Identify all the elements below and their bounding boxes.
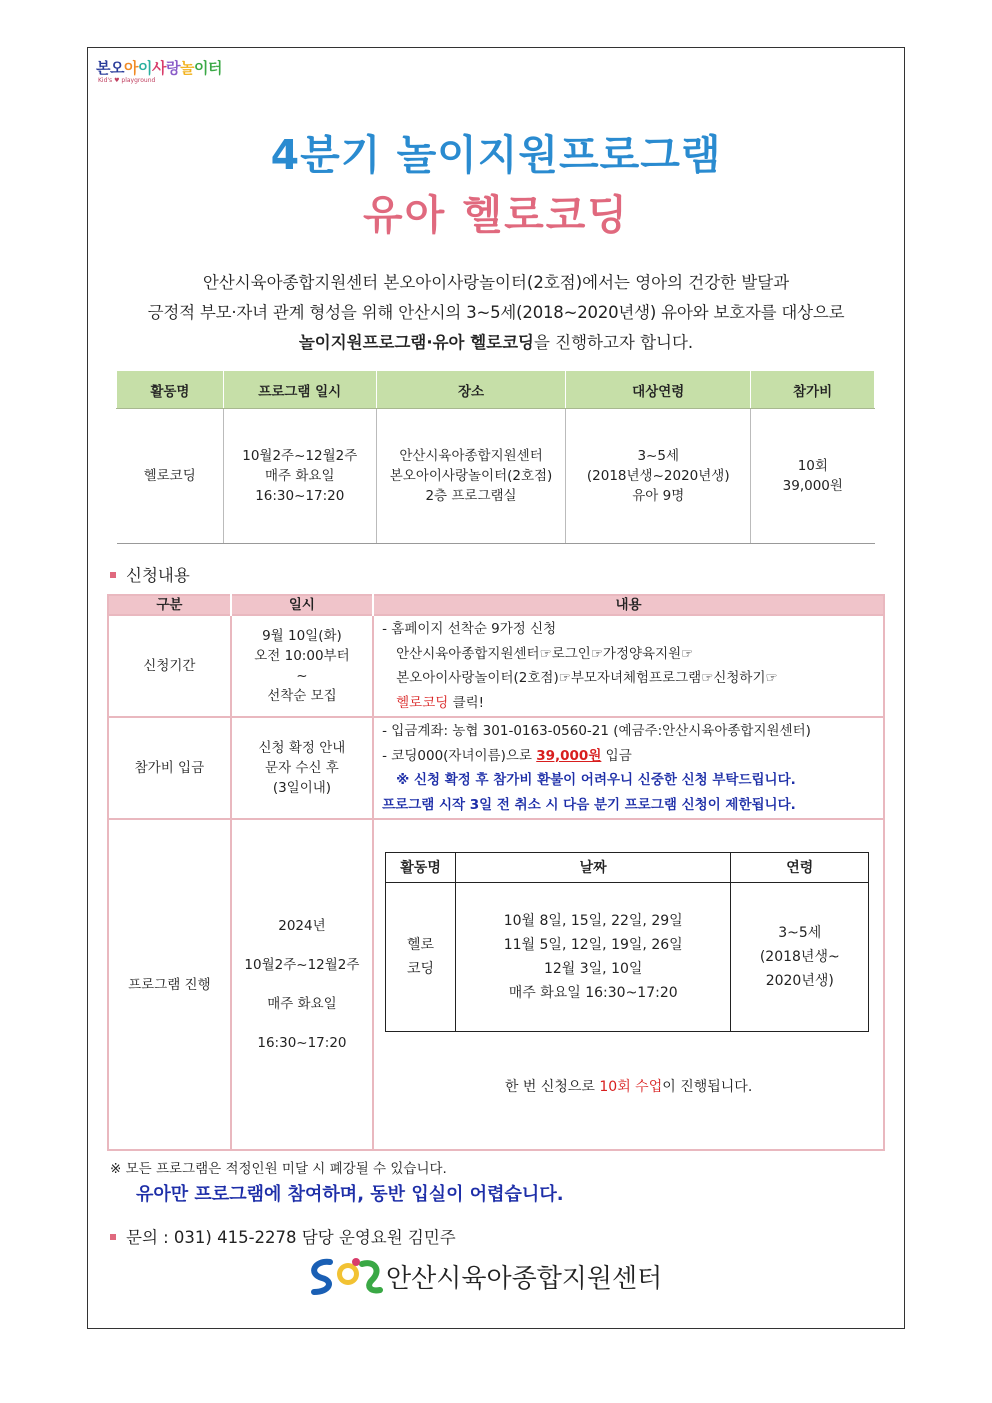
date-line: ~ — [296, 668, 308, 684]
place-line: 안산시육아종합지원센터 — [399, 448, 543, 464]
fee-line: 39,000원 — [782, 478, 843, 494]
bullet-square-icon — [110, 1234, 116, 1240]
row-label: 신청기간 — [108, 615, 231, 717]
contact-text: 문의 : 031) 415-2278 담당 운영요원 김민주 — [126, 1228, 456, 1247]
place-cell — [376, 409, 566, 544]
date-line: 선착순 모집 — [267, 688, 337, 704]
place-line: 본오아이사랑놀이터(2호점) — [389, 468, 553, 484]
inner-dates — [455, 883, 730, 1032]
age-line: 유아 9명 — [632, 488, 685, 504]
header-date: 일시 — [231, 595, 373, 615]
content-line: 본오아이사랑놀이터(2호점)☞부모자녀체험프로그램☞신청하기☞ — [396, 670, 778, 686]
logo-subtitle: Kid's ♥ playground — [98, 77, 156, 84]
header-logo — [96, 59, 266, 93]
inner-date-line: 12월 3일, 10일 — [543, 961, 643, 977]
logo-name: 본오아이사랑놀이터 — [96, 59, 222, 77]
deposit-pre: - 코딩000(자녀이름)으로 — [382, 747, 537, 764]
deposit-post: 입금 — [601, 747, 632, 764]
inner-age-line: 3~5세 — [778, 925, 822, 941]
schedule-line: 10월2주~12월2주 — [242, 448, 358, 464]
fee-cell — [751, 409, 875, 544]
age-line: 3~5세 — [637, 448, 679, 464]
date-line: (3일이내) — [272, 780, 332, 796]
date-line: 오전 10:00부터 — [254, 648, 350, 664]
header-schedule: 프로그램 일시 — [223, 371, 376, 409]
detail-table — [107, 594, 885, 1151]
summary-sessions: 10회 수업 — [599, 1079, 663, 1095]
row-content — [373, 615, 884, 717]
intro-paragraph — [100, 268, 892, 358]
row-label: 참가비 입금 — [108, 717, 231, 819]
summary-table — [116, 371, 875, 544]
content-line: - 홈페이지 선착순 9가정 신청 — [382, 621, 557, 637]
date-line: 10월2주~12월2주 — [244, 956, 360, 973]
table-row — [108, 819, 884, 1150]
age-line: (2018년생~2020년생) — [586, 468, 730, 484]
account-line: - 입금계좌: 농협 301-0163-0560-21 (예금주:안산시육아종합지원센터) — [382, 723, 811, 739]
content-line — [382, 691, 882, 716]
row-date — [231, 615, 373, 717]
inner-header-row — [386, 853, 869, 883]
attendance-note: 유아만 프로그램에 참여하며, 동반 입실이 어렵습니다. — [136, 1184, 564, 1205]
fee-line: 10회 — [797, 458, 828, 474]
date-line: 16:30~17:20 — [257, 1034, 347, 1051]
schedule-line: 16:30~17:20 — [255, 488, 345, 504]
footer-org-name: 안산시육아종합지원센터 — [386, 1264, 663, 1294]
date-line: 신청 확정 안내 — [258, 740, 346, 756]
date-line: 매주 화요일 — [267, 995, 337, 1012]
header-content: 내용 — [373, 595, 884, 615]
inner-activity-line: 헬로 — [407, 937, 435, 953]
row-content — [373, 717, 884, 819]
inner-header-age: 연령 — [731, 853, 869, 883]
summary-row — [117, 409, 875, 544]
row-date — [231, 717, 373, 819]
content-line: 안산시육아종합지원센터☞로그인☞가정양육지원☞ — [396, 645, 694, 662]
header-category: 구분 — [108, 595, 231, 615]
inner-date-line: 10월 8일, 15일, 22일, 29일 — [503, 913, 683, 929]
date-line: 2024년 — [278, 917, 326, 934]
date-line: 9월 10일(화) — [262, 628, 342, 644]
deposit-amount: 39,000원 — [536, 747, 602, 764]
inner-row — [386, 883, 869, 1032]
inner-activity — [386, 883, 456, 1032]
summary-pre: 한 번 신청으로 — [504, 1079, 600, 1095]
closure-note: ※ 모든 프로그램은 적정인원 미달 시 폐강될 수 있습니다. — [110, 1161, 447, 1177]
intro-line-1: 안산시육아종합지원센터 본오아이사랑놀이터(2호점)에서는 영아의 건강한 발달과 — [202, 273, 790, 292]
deposit-line — [382, 744, 882, 769]
row-date — [231, 819, 373, 1150]
link-suffix: 클릭! — [448, 694, 485, 711]
inner-age-line: (2018년생~ — [759, 949, 840, 965]
date-line: 문자 수신 후 — [265, 760, 339, 776]
header-age: 대상연령 — [566, 371, 751, 409]
schedule-line: 매주 화요일 — [265, 468, 335, 484]
header-fee: 참가비 — [751, 371, 875, 409]
schedule-cell — [223, 409, 376, 544]
place-line: 2층 프로그램실 — [425, 488, 517, 504]
inner-date-line: 매주 화요일 16:30~17:20 — [508, 985, 678, 1001]
inner-header-activity: 활동명 — [386, 853, 456, 883]
header-place: 장소 — [376, 371, 566, 409]
table-row — [108, 717, 884, 819]
detail-header-row — [108, 595, 884, 615]
inner-header-date: 날짜 — [455, 853, 730, 883]
refund-warning: ※ 신청 확정 후 참가비 환불이 어려우니 신중한 신청 부탁드립니다. — [396, 772, 796, 788]
schedule-inner-table — [385, 852, 869, 1032]
inner-date-line: 11월 5일, 12일, 19일, 26일 — [503, 937, 683, 953]
cancel-warning: 프로그램 시작 3일 전 취소 시 다음 분기 프로그램 신청이 제한됩니다. — [382, 796, 796, 813]
program-link[interactable]: 헬로코딩 — [396, 694, 449, 711]
row-content — [373, 819, 884, 1150]
section-title-text: 신청내용 — [126, 566, 190, 585]
inner-age — [731, 883, 869, 1032]
bullet-square-icon — [110, 572, 116, 578]
inner-age-line: 2020년생) — [765, 973, 834, 989]
section-title — [110, 562, 190, 586]
intro-bold: 놀이지원프로그램·유아 헬로코딩 — [298, 333, 534, 352]
intro-line-3 — [100, 328, 892, 358]
age-cell — [566, 409, 751, 544]
contact-info — [110, 1224, 456, 1248]
intro-line-2: 긍정적 부모·자녀 관계 형성을 위해 안산시의 3~5세(2018~2020년생) 유아와 보호자를 대상으로 — [147, 303, 845, 322]
page-title: 4분기 놀이지원프로그램 — [270, 131, 722, 179]
activity-cell: 헬로코딩 — [117, 409, 224, 544]
table-row — [108, 615, 884, 717]
row-label: 프로그램 진행 — [108, 819, 231, 1150]
intro-rest: 을 진행하고자 합니다. — [533, 333, 694, 352]
inner-activity-line: 코딩 — [407, 961, 435, 977]
page-subtitle: 유아 헬로코딩 — [363, 191, 629, 239]
summary-header-row — [117, 371, 875, 409]
session-summary — [375, 1077, 882, 1137]
summary-post: 이 진행됩니다. — [662, 1079, 753, 1095]
header-activity: 활동명 — [117, 371, 224, 409]
